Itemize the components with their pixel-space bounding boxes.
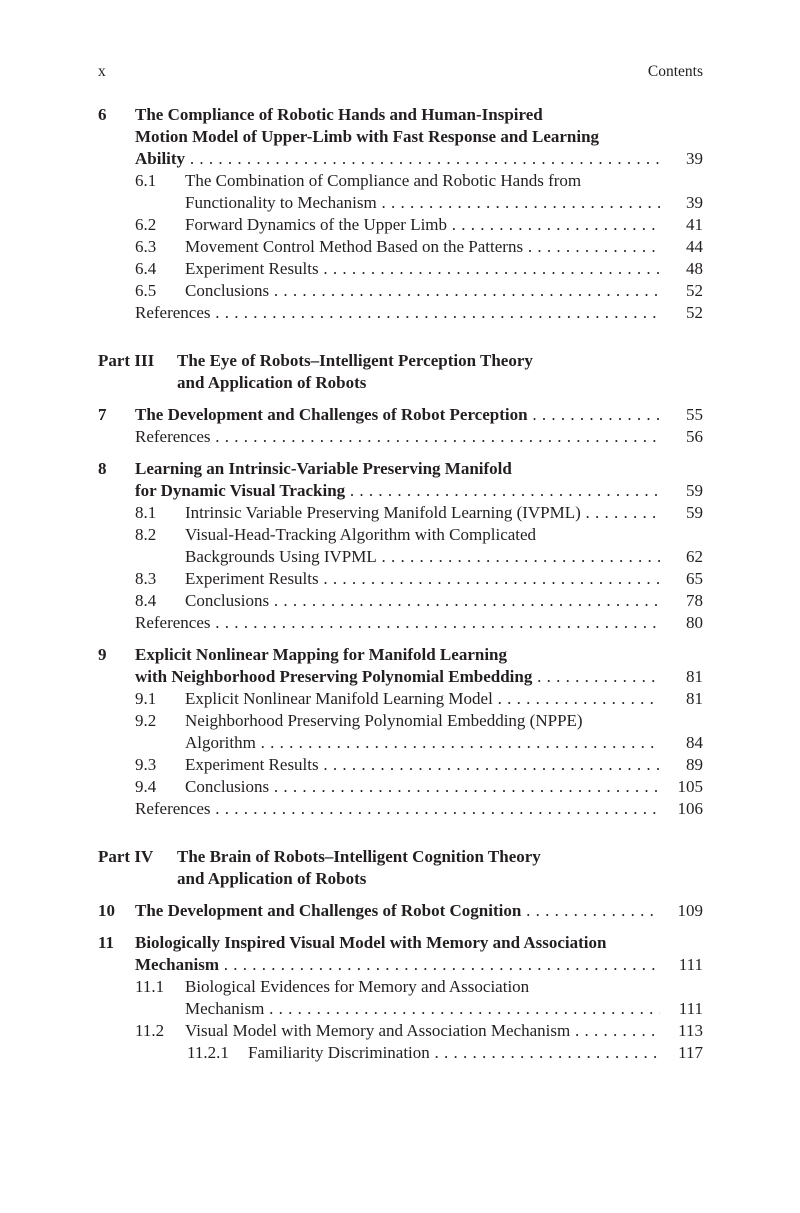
toc-line <box>98 998 703 1020</box>
toc-entry-section[interactable] <box>98 568 703 590</box>
page-reference[interactable]: 109 <box>677 901 703 920</box>
entry-title: Visual-Head-Tracking Algorithm with Complicated <box>185 525 537 544</box>
toc-line <box>98 524 703 546</box>
entry-title: Algorithm . . . <box>185 732 660 754</box>
toc-entry-section[interactable] <box>98 754 703 776</box>
entry-title: Mechanism . . . <box>185 998 660 1020</box>
page-number: x <box>98 63 106 80</box>
entry-number: 6.3 <box>135 237 157 256</box>
entry-title: and Application of Robots <box>177 373 367 392</box>
entry-title: Explicit Nonlinear Manifold Learning Model . . . <box>185 688 660 710</box>
entry-number: 11 <box>98 933 115 952</box>
page-reference[interactable]: 59 <box>686 481 703 500</box>
toc-entry-references[interactable] <box>98 302 703 324</box>
entry-title: The Brain of Robots–Intelligent Cognition Theory <box>177 847 541 866</box>
entry-title: Functionality to Mechanism . . . <box>185 192 660 214</box>
entry-title-bold: The Development and Challenges of Robot Cognition <box>135 901 522 920</box>
entry-number: 6.1 <box>135 171 157 190</box>
entry-number: 11.2 <box>135 1021 165 1040</box>
entry-number: 6.2 <box>135 215 157 234</box>
toc-entry-chapter[interactable] <box>98 900 703 922</box>
toc-entry-section[interactable] <box>98 776 703 798</box>
toc-entry-chapter[interactable] <box>98 932 703 976</box>
entry-title: Neighborhood Preserving Polynomial Embedding (NPPE) <box>185 711 583 730</box>
toc-entry-chapter[interactable] <box>98 644 703 688</box>
entry-number: 8 <box>98 459 107 478</box>
entry-number: 7 <box>98 405 107 424</box>
entry-number: 9.2 <box>135 711 157 730</box>
toc-line <box>98 350 703 372</box>
entry-title-bold: Mechanism <box>135 955 220 974</box>
toc-line <box>98 126 703 148</box>
toc-entry-section[interactable] <box>98 280 703 302</box>
entry-title: Conclusions . . . <box>185 590 660 612</box>
toc-line <box>98 798 703 820</box>
entry-number: 10 <box>98 901 115 920</box>
toc-line <box>98 590 703 612</box>
table-of-contents <box>98 104 703 1064</box>
toc-entry-chapter[interactable] <box>98 104 703 170</box>
toc-line <box>98 480 703 502</box>
toc-line <box>98 426 703 448</box>
toc-line <box>98 710 703 732</box>
entry-title-bold: The Development and Challenges of Robot Perception <box>135 405 528 424</box>
entry-title: Intrinsic Variable Preserving Manifold Learning (IVPML) . . . <box>185 502 660 524</box>
entry-number: 9 <box>98 645 107 664</box>
toc-line <box>98 868 703 890</box>
toc-line <box>98 666 703 688</box>
page-reference[interactable]: 44 <box>686 237 703 256</box>
entry-title: Motion Model of Upper-Limb with Fast Response and Learning <box>135 127 600 146</box>
entry-number: 6.4 <box>135 259 157 278</box>
page-reference[interactable]: 105 <box>677 777 703 796</box>
page-reference[interactable]: 89 <box>686 755 703 774</box>
entry-number: Part III <box>98 351 155 370</box>
toc-entry-section[interactable] <box>98 710 703 754</box>
toc-line <box>98 732 703 754</box>
entry-number: 8.2 <box>135 525 157 544</box>
page-reference[interactable]: 62 <box>686 547 703 566</box>
page-reference[interactable]: 52 <box>686 281 703 300</box>
page-reference[interactable]: 65 <box>686 569 703 588</box>
toc-entry-part[interactable] <box>98 350 703 394</box>
toc-line <box>98 612 703 634</box>
entry-number: 11.1 <box>135 977 165 996</box>
entry-number: 6 <box>98 105 107 124</box>
entry-title: and Application of Robots <box>177 869 367 888</box>
toc-line <box>98 170 703 192</box>
entry-title: Experiment Results . . . <box>185 754 660 776</box>
page-reference[interactable]: 84 <box>686 733 703 752</box>
entry-title: The Eye of Robots–Intelligent Perception Theory <box>177 351 533 370</box>
toc-line <box>98 776 703 798</box>
page-reference[interactable]: 81 <box>686 689 703 708</box>
entry-title <box>135 148 660 170</box>
entry-title <box>135 954 660 976</box>
page-reference[interactable]: 111 <box>678 955 703 974</box>
running-head <box>98 62 703 82</box>
entry-number: 8.4 <box>135 591 157 610</box>
page-reference[interactable]: 117 <box>678 1043 703 1062</box>
entry-title: Familiarity Discrimination . . . <box>248 1042 660 1064</box>
entry-title <box>135 404 660 426</box>
entry-title-bold: for Dynamic Visual Tracking <box>135 481 346 500</box>
toc-line <box>98 192 703 214</box>
toc-line <box>98 148 703 170</box>
entry-title: Learning an Intrinsic-Variable Preserving Manifold <box>135 459 512 478</box>
page-reference[interactable]: 113 <box>678 1021 703 1040</box>
entry-title <box>135 666 660 688</box>
entry-title <box>135 480 660 502</box>
toc-line <box>98 258 703 280</box>
toc-line <box>98 754 703 776</box>
entry-title: Backgrounds Using IVPML . . . <box>185 546 660 568</box>
entry-title-bold: Ability <box>135 149 186 168</box>
page-reference[interactable]: 55 <box>686 405 703 424</box>
toc-entry-chapter[interactable] <box>98 404 703 426</box>
entry-number: 9.3 <box>135 755 157 774</box>
entry-title: The Combination of Compliance and Robotic Hands from <box>185 171 582 190</box>
page-reference[interactable]: 39 <box>686 193 703 212</box>
toc-line <box>98 976 703 998</box>
toc-entry-section[interactable] <box>98 214 703 236</box>
toc-entry-section[interactable] <box>98 688 703 710</box>
entry-title: Experiment Results . . . <box>185 568 660 590</box>
page-reference[interactable]: 56 <box>686 427 703 446</box>
toc-line <box>98 280 703 302</box>
page-reference[interactable]: 111 <box>678 999 703 1018</box>
page-reference[interactable]: 81 <box>686 667 703 686</box>
entry-title: The Compliance of Robotic Hands and Human-Inspired <box>135 105 543 124</box>
toc-line <box>98 372 703 394</box>
page-reference[interactable]: 41 <box>686 215 703 234</box>
page-reference[interactable]: 59 <box>686 503 703 522</box>
toc-line <box>98 458 703 480</box>
toc-line <box>98 104 703 126</box>
entry-title: Biologically Inspired Visual Model with Memory and Association <box>135 933 607 952</box>
entry-number: 9.1 <box>135 689 157 708</box>
toc-line <box>98 1020 703 1042</box>
page-reference[interactable]: 106 <box>677 799 703 818</box>
toc-entry-section[interactable] <box>98 236 703 258</box>
entry-title: References . . . <box>135 426 660 448</box>
toc-entry-section[interactable] <box>98 590 703 612</box>
toc-line <box>98 404 703 426</box>
toc-line <box>98 568 703 590</box>
toc-line <box>98 502 703 524</box>
entry-title: Movement Control Method Based on the Patterns . . . <box>185 236 660 258</box>
entry-number: Part IV <box>98 847 154 866</box>
entry-title: References . . . <box>135 798 660 820</box>
entry-number: 8.3 <box>135 569 157 588</box>
toc-entry-references[interactable] <box>98 426 703 448</box>
entry-title: References . . . <box>135 612 660 634</box>
toc-line <box>98 214 703 236</box>
toc-entry-part[interactable] <box>98 846 703 890</box>
toc-line <box>98 302 703 324</box>
toc-line <box>98 1042 703 1064</box>
page-reference[interactable]: 78 <box>686 591 703 610</box>
page-reference[interactable]: 48 <box>686 259 703 278</box>
toc-line <box>98 688 703 710</box>
entry-title: Forward Dynamics of the Upper Limb . . . <box>185 214 660 236</box>
toc-line <box>98 236 703 258</box>
toc-line <box>98 644 703 666</box>
toc-entry-section[interactable] <box>98 1020 703 1042</box>
page-reference[interactable]: 80 <box>686 613 703 632</box>
entry-title: Conclusions . . . <box>185 280 660 302</box>
toc-line <box>98 846 703 868</box>
entry-number: 6.5 <box>135 281 157 300</box>
entry-title: Experiment Results . . . <box>185 258 660 280</box>
entry-title: Visual Model with Memory and Association Mechanism . . . <box>185 1020 660 1042</box>
toc-entry-section[interactable] <box>98 524 703 568</box>
toc-line <box>98 954 703 976</box>
entry-title <box>135 900 660 922</box>
entry-number: 8.1 <box>135 503 157 522</box>
toc-entry-section[interactable] <box>98 170 703 214</box>
toc-entry-section[interactable] <box>98 258 703 280</box>
running-title: Contents <box>647 63 703 80</box>
toc-entry-chapter[interactable] <box>98 458 703 502</box>
toc-entry-references[interactable] <box>98 612 703 634</box>
toc-line <box>98 900 703 922</box>
toc-entry-section[interactable] <box>98 502 703 524</box>
entry-number: 11.2.1 <box>187 1043 229 1062</box>
entry-title: Explicit Nonlinear Mapping for Manifold Learning <box>135 645 507 664</box>
toc-line <box>98 546 703 568</box>
toc-line <box>98 932 703 954</box>
toc-entry-references[interactable] <box>98 798 703 820</box>
entry-title: References . . . <box>135 302 660 324</box>
entry-title-bold: with Neighborhood Preserving Polynomial Embedding <box>135 667 533 686</box>
entry-number: 9.4 <box>135 777 157 796</box>
page-reference[interactable]: 39 <box>686 149 703 168</box>
toc-entry-section[interactable] <box>98 976 703 1020</box>
page-reference[interactable]: 52 <box>686 303 703 322</box>
entry-title: Biological Evidences for Memory and Association <box>185 977 530 996</box>
entry-title: Conclusions . . . <box>185 776 660 798</box>
toc-entry-subsection[interactable] <box>98 1042 703 1064</box>
